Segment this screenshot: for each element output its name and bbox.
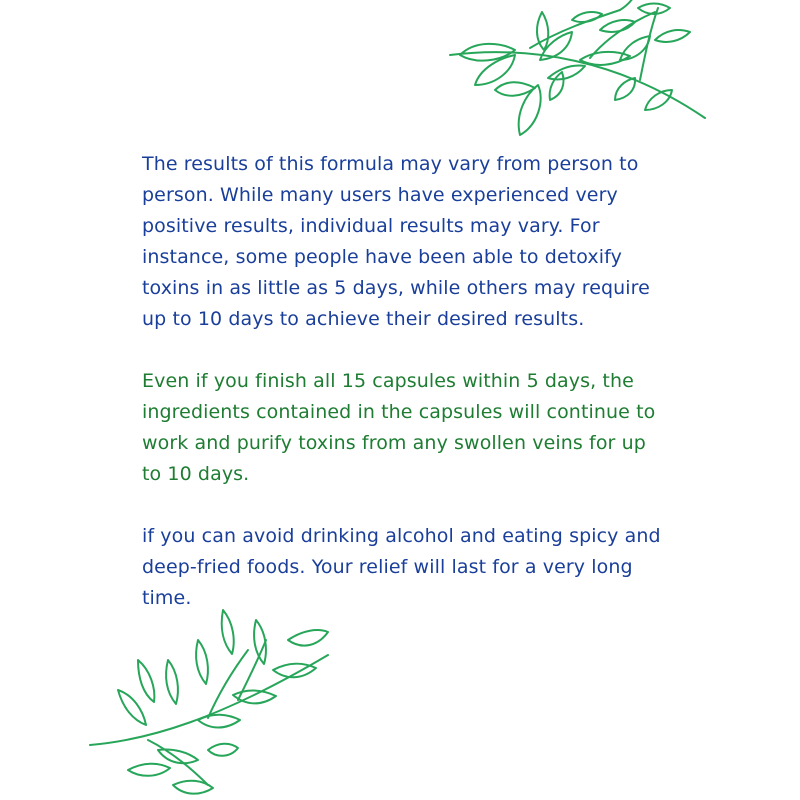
leaf-branch-top-icon bbox=[420, 0, 710, 160]
leaf-branch-bottom-icon bbox=[88, 600, 333, 800]
paragraph-spacer bbox=[142, 490, 662, 521]
text-content bbox=[142, 149, 662, 614]
results-vary-paragraph: The results of this formula may vary from person to person. While many users have experienced very positive results, individual results may vary. For instance, some people have been able to detoxify toxins in as little as 5 days, while others may require up to 10 days to achieve their desired results. bbox=[142, 153, 650, 330]
relief-paragraph: if you can avoid drinking alcohol and eating spicy and deep-fried foods. Your relief will last for a very long time. bbox=[142, 525, 661, 609]
capsules-paragraph: Even if you finish all 15 capsules within 5 days, the ingredients contained in the capsules will continue to work and purify toxins from any swollen veins for up to 10 days. bbox=[142, 370, 656, 485]
paragraph-spacer bbox=[142, 335, 662, 366]
